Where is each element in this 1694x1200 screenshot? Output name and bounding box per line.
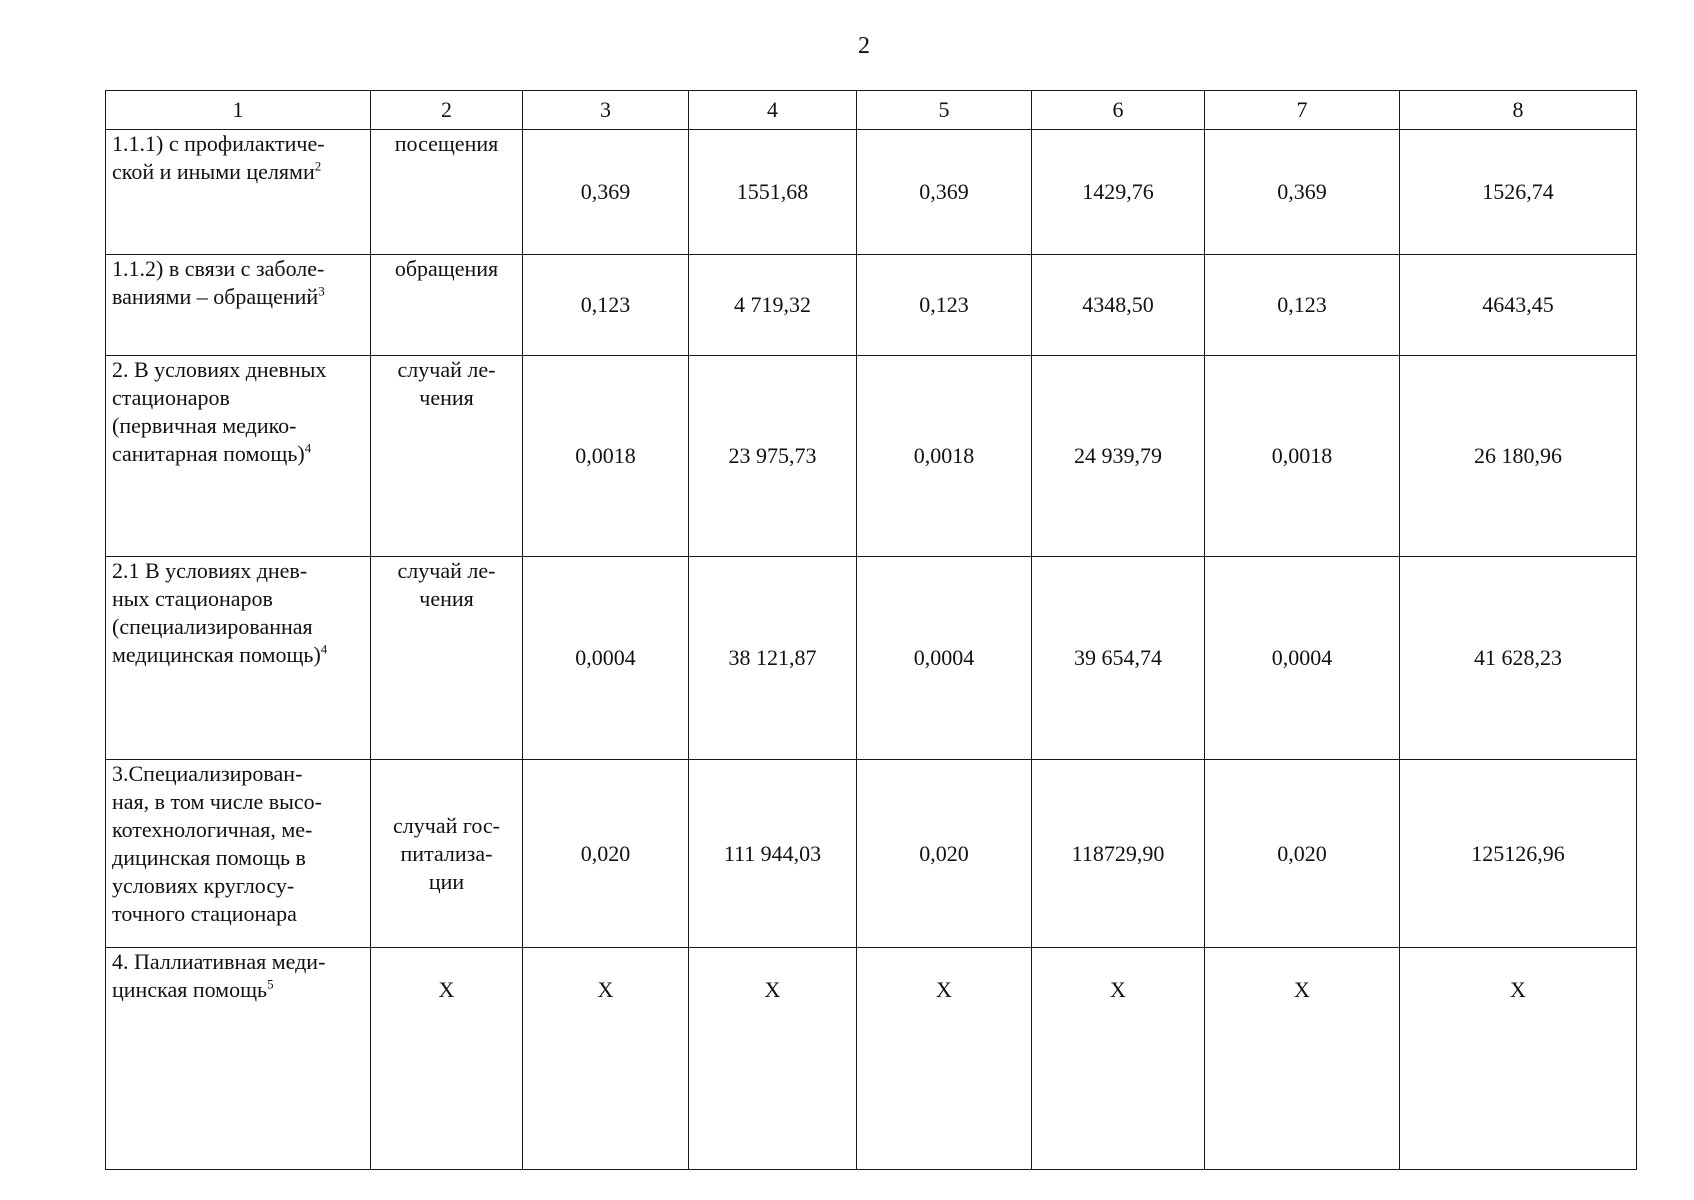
value-cell: 118729,90 (1032, 760, 1205, 948)
value-cell: Х (857, 948, 1032, 1170)
value-cell: 0,369 (857, 130, 1032, 255)
table-row (106, 255, 1637, 356)
value-cell: 41 628,23 (1400, 557, 1637, 760)
value-cell: 24 939,79 (1032, 356, 1205, 557)
unit-cell (371, 356, 523, 557)
footnote-marker: 5 (267, 976, 274, 992)
row-name-line: 1.1.1) с профилактиче- (112, 131, 325, 156)
value-cell: Х (1400, 948, 1637, 1170)
row-name-cell (106, 130, 371, 255)
value-cell: 0,0004 (1205, 557, 1400, 760)
value-cell: 38 121,87 (689, 557, 857, 760)
value-cell: 1551,68 (689, 130, 857, 255)
unit-line: чения (419, 385, 474, 410)
value-cell: 0,123 (523, 255, 689, 356)
value-cell: Х (1205, 948, 1400, 1170)
row-name-line: медицинская помощь) (112, 642, 321, 667)
row-name-line: ных стационаров (112, 586, 273, 611)
value-cell: 23 975,73 (689, 356, 857, 557)
row-name-line: условиях круглосу- (112, 873, 295, 898)
unit-cell (371, 130, 523, 255)
unit-line: чения (419, 586, 474, 611)
value-cell: 1429,76 (1032, 130, 1205, 255)
value-cell: 0,0018 (857, 356, 1032, 557)
value-cell: 111 944,03 (689, 760, 857, 948)
row-name-line: ваниями – обращений (112, 284, 319, 309)
value-cell: Х (1032, 948, 1205, 1170)
unit-line: обращения (394, 256, 499, 281)
header-cell: 8 (1400, 91, 1637, 130)
value-cell: 125126,96 (1400, 760, 1637, 948)
row-name-cell (106, 948, 371, 1170)
header-cell: 4 (689, 91, 857, 130)
header-cell: 2 (371, 91, 523, 130)
row-name-line: ная, в том числе высо- (112, 789, 322, 814)
table-row (106, 356, 1637, 557)
value-cell: 0,369 (1205, 130, 1400, 255)
value-cell: Х (689, 948, 857, 1170)
value-cell: 0,020 (857, 760, 1032, 948)
value-cell: 0,0018 (1205, 356, 1400, 557)
row-name-line: стационаров (112, 385, 230, 410)
row-name-cell (106, 760, 371, 948)
row-name-line: 4. Паллиативная меди- (112, 949, 326, 974)
row-name-cell (106, 356, 371, 557)
unit-line: случай гос- (393, 812, 500, 838)
unit-cell (371, 948, 523, 1170)
header-cell: 6 (1032, 91, 1205, 130)
unit-line: случай ле- (397, 558, 496, 583)
unit-line: случай ле- (397, 357, 496, 382)
header-cell: 5 (857, 91, 1032, 130)
value-cell: 0,0004 (857, 557, 1032, 760)
value-cell: 0,0018 (523, 356, 689, 557)
header-cell: 7 (1205, 91, 1400, 130)
value-cell: 4 719,32 (689, 255, 857, 356)
value-cell: 0,020 (1205, 760, 1400, 948)
footnote-marker: 2 (314, 158, 322, 174)
row-name-line: 3.Специализирован- (112, 761, 303, 786)
table-row (106, 130, 1637, 255)
value-cell: 4643,45 (1400, 255, 1637, 356)
value-cell: Х (523, 948, 689, 1170)
unit-line: ции (428, 868, 465, 894)
row-name-line: 2. В условиях дневных (112, 357, 327, 382)
unit-cell (371, 255, 523, 356)
value-cell: 0,369 (523, 130, 689, 255)
row-name-line: точного стационара (112, 901, 297, 926)
header-cell: 3 (523, 91, 689, 130)
footnote-marker: 3 (318, 283, 325, 299)
row-name-cell (106, 255, 371, 356)
row-name-line: цинская помощь (112, 977, 268, 1002)
row-name-line: санитарная помощь) (112, 441, 305, 466)
value-cell: 4348,50 (1032, 255, 1205, 356)
row-name-line: ской и иными целями (112, 159, 315, 184)
row-name-cell (106, 557, 371, 760)
value-cell: 0,123 (1205, 255, 1400, 356)
table-row (106, 760, 1637, 948)
row-name-line: котехнологичная, ме- (112, 817, 313, 842)
value-cell: 0,123 (857, 255, 1032, 356)
row-name-line: (специализированная (112, 614, 313, 639)
unit-line: питализа- (400, 840, 493, 866)
unit-line: посещения (394, 131, 499, 156)
table-header-row (106, 91, 1637, 130)
value-cell: 1526,74 (1400, 130, 1637, 255)
table-row (106, 948, 1637, 1170)
norms-table (105, 90, 1637, 1170)
unit-line: Х (438, 977, 455, 1002)
row-name-line: (первичная медико- (112, 413, 297, 438)
unit-cell (371, 760, 523, 948)
footnote-marker: 4 (304, 440, 312, 456)
row-name-line: дицинская помощь в (112, 845, 306, 870)
page-number: 2 (858, 33, 870, 59)
value-cell: 0,0004 (523, 557, 689, 760)
row-name-line: 1.1.2) в связи с заболе- (112, 256, 325, 281)
value-cell: 39 654,74 (1032, 557, 1205, 760)
table-row (106, 557, 1637, 760)
value-cell: 26 180,96 (1400, 356, 1637, 557)
header-cell: 1 (106, 91, 371, 130)
footnote-marker: 4 (320, 641, 328, 657)
unit-cell (371, 557, 523, 760)
row-name-line: 2.1 В условиях днев- (112, 558, 308, 583)
value-cell: 0,020 (523, 760, 689, 948)
